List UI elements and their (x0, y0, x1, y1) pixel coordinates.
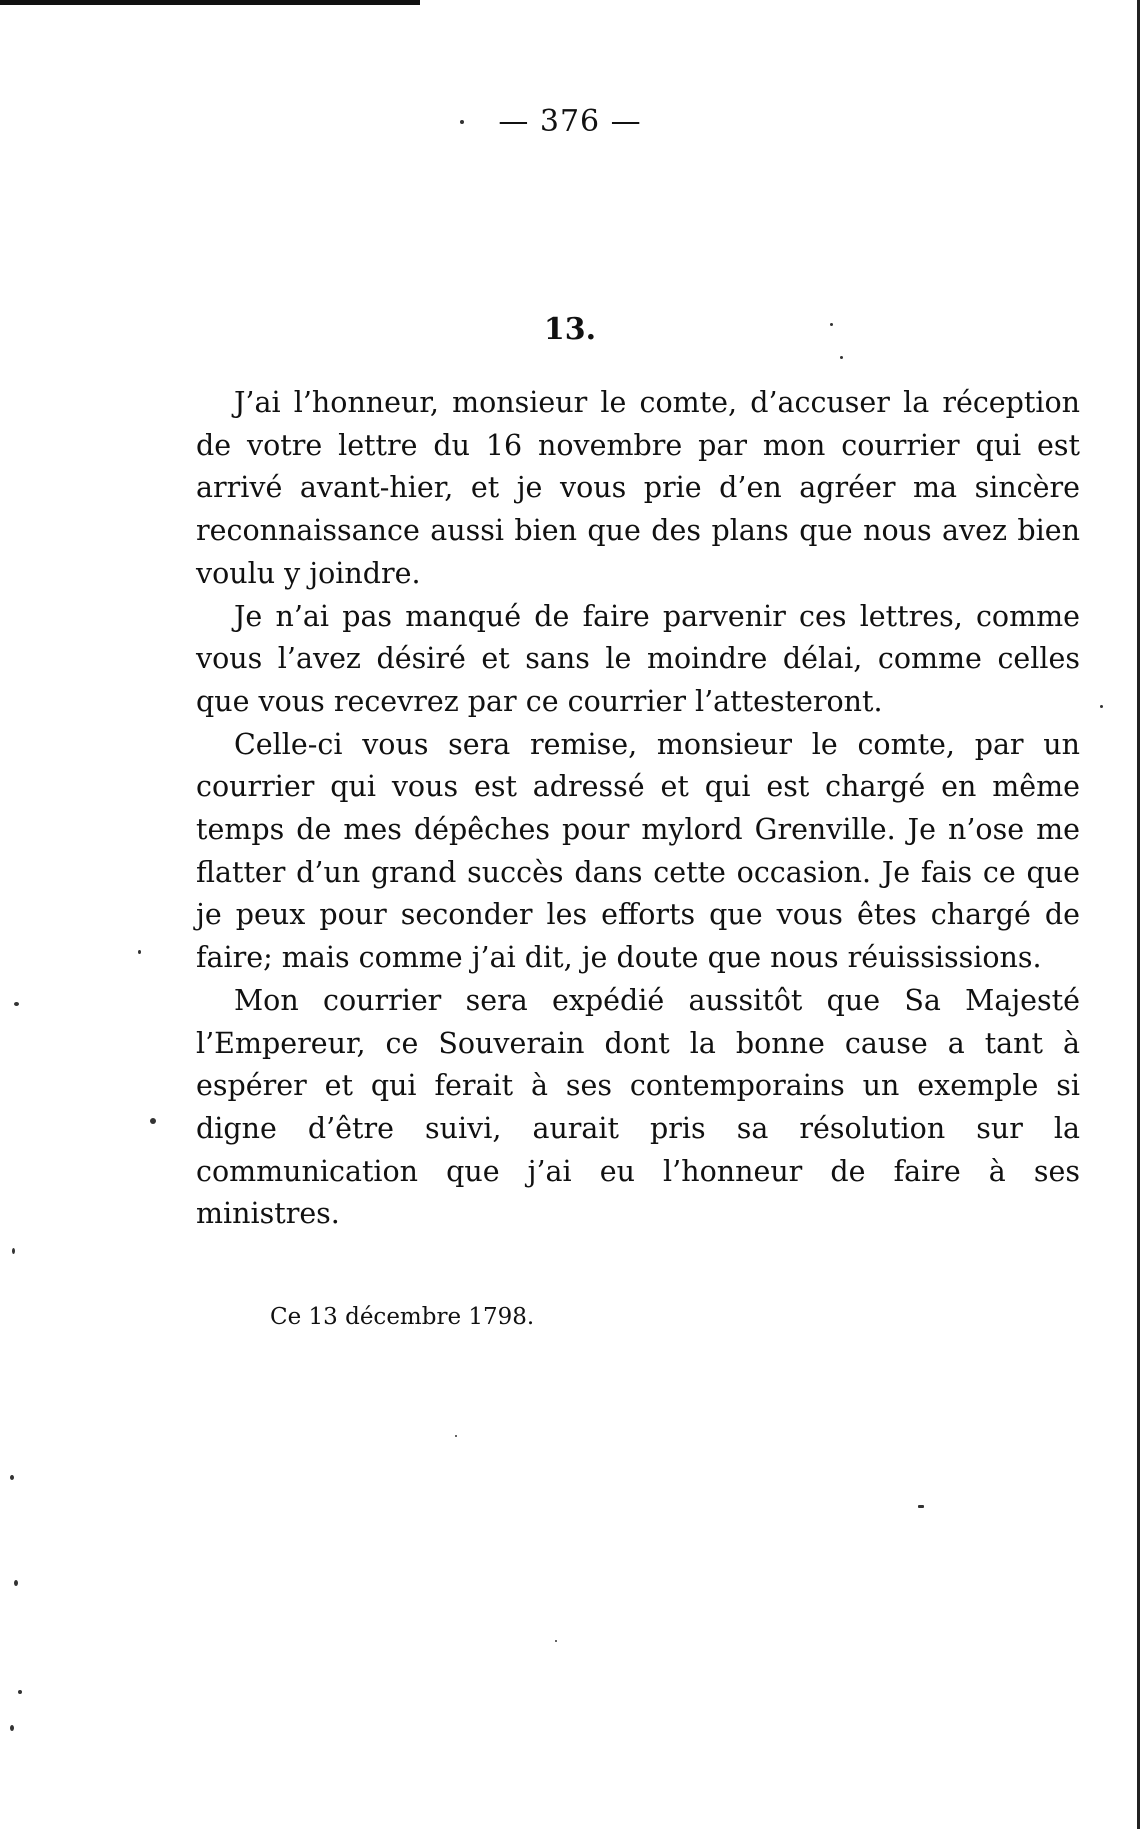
scan-speck (14, 1580, 18, 1586)
scan-speck (14, 1002, 19, 1006)
scan-speck (138, 950, 141, 954)
paragraph-1: J’ai l’honneur, monsieur le comte, d’accuser la réception de votre lettre du 16 novembre par mon courrier qui est arrivé avant-hier, et je vous prie d’en agréer ma sincère reconnaissance aussi bien que des plans que nous avez bien voulu y joindre. (196, 386, 1080, 590)
scan-speck (455, 1435, 457, 1437)
scan-speck (830, 323, 833, 326)
scan-speck (840, 356, 843, 359)
section-number: 13. (543, 312, 597, 347)
scan-speck (12, 1248, 15, 1254)
paragraph-4: Mon courrier sera expédié aussitôt que Sa Majesté l’Empereur, ce Souverain dont la bonne cause a tant à espérer et qui ferait à ses contemporains un exemple si digne d’être suivi, aurait pris sa résolution sur la communication que j’ai eu l’honneur de faire à ses ministres. (196, 983, 1080, 1231)
dateline: Ce 13 décembre 1798. (270, 1304, 535, 1330)
scan-speck (1100, 705, 1103, 708)
scan-speck (918, 1505, 924, 1508)
scan-speck (18, 1690, 22, 1694)
scan-speck (10, 1475, 14, 1480)
scan-speck (555, 1640, 557, 1642)
scan-speck (10, 1725, 14, 1731)
top-edge-rule (0, 0, 420, 5)
scan-speck (460, 120, 464, 124)
letter-body (196, 382, 1080, 1236)
page-number: — 376 — (498, 104, 642, 139)
paragraph-2: Je n’ai pas manqué de faire parvenir ces lettres, comme vous l’avez désiré et sans le moindre délai, comme celles que vous recevrez par ce courrier l’attesteront. (196, 599, 1080, 718)
paragraph-3: Celle-ci vous sera remise, monsieur le comte, par un courrier qui vous est adressé et qui est chargé en même temps de mes dépêches pour mylord Grenville. Je n’ose me flatter d’un grand succès dans cette occasion. Je fais ce que je peux pour seconder les efforts que vous êtes chargé de faire; mais comme j’ai dit, je doute que nous réuississions. (196, 727, 1080, 975)
scan-speck (150, 1118, 156, 1124)
